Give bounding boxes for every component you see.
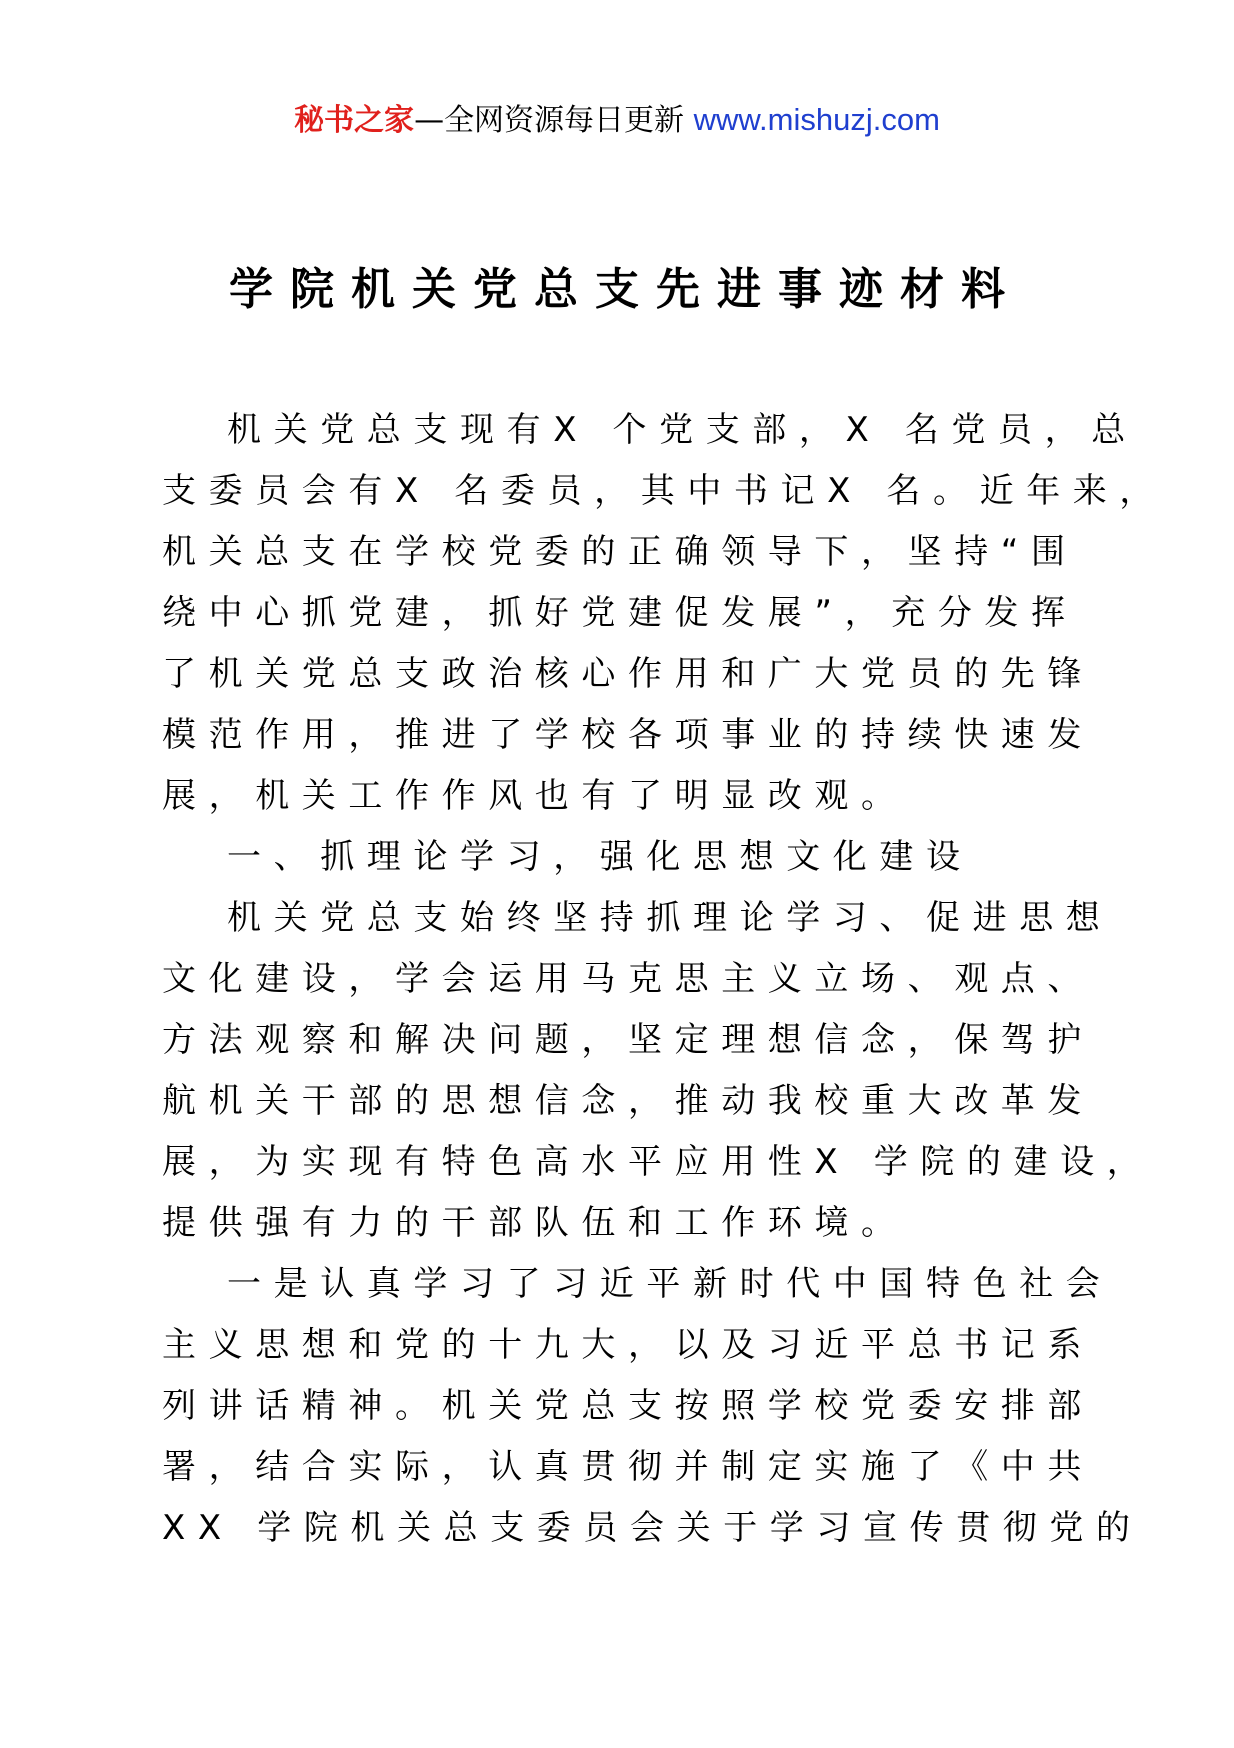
paragraph-line: 列讲话精神。机关党总支按照学校党委安排部 xyxy=(162,1386,1094,1426)
paragraph-line: 航机关干部的思想信念，推动我校重大改革发 xyxy=(162,1081,1094,1121)
section-heading: 一、抓理论学习，强化思想文化建设 xyxy=(227,837,973,877)
paragraph-line: 机关党总支始终坚持抓理论学习、促进思想 xyxy=(227,898,1113,938)
paragraph-line: 署，结合实际，认真贯彻并制定实施了《中共 xyxy=(162,1447,1094,1487)
paragraph-line: 模范作用，推进了学校各项事业的持续快速发 xyxy=(162,715,1094,755)
document-title: 学院机关党总支先进事迹材料 xyxy=(229,264,1022,315)
paragraph-line: XX 学院机关总支委员会关于学习宣传贯彻党的 xyxy=(162,1508,1143,1548)
document-body xyxy=(162,400,1166,1559)
paragraph-line: 支委员会有X 名委员，其中书记X 名。近年来， xyxy=(162,471,1166,511)
paragraph-line: 主义思想和党的十九大，以及习近平总书记系 xyxy=(162,1325,1094,1365)
website-link[interactable]: www.mishuzj.com xyxy=(693,102,940,137)
paragraph-line: 一是认真学习了习近平新时代中国特色社会 xyxy=(227,1264,1113,1304)
paragraph-line: 展，机关工作作风也有了明显改观。 xyxy=(162,776,908,816)
paragraph-line: 机关党总支现有X 个党支部，X 名党员，总 xyxy=(227,410,1138,450)
paragraph-line: 展，为实现有特色高水平应用性X 学院的建设， xyxy=(162,1142,1154,1182)
header-tagline: —全网资源每日更新 xyxy=(414,103,694,138)
page-header xyxy=(0,100,1234,141)
paragraph-line: 提供强有力的干部队伍和工作环境。 xyxy=(162,1203,908,1243)
paragraph-line: 方法观察和解决问题，坚定理想信念，保驾护 xyxy=(162,1020,1094,1060)
paragraph-line: 了机关党总支政治核心作用和广大党员的先锋 xyxy=(162,654,1094,694)
paragraph-line: 机关总支在学校党委的正确领导下，坚持“围 xyxy=(162,532,1078,572)
brand-name: 秘书之家 xyxy=(294,103,415,138)
paragraph-line: 文化建设，学会运用马克思主义立场、观点、 xyxy=(162,959,1094,999)
paragraph-line: 绕中心抓党建，抓好党建促发展”，充分发挥 xyxy=(162,593,1078,633)
